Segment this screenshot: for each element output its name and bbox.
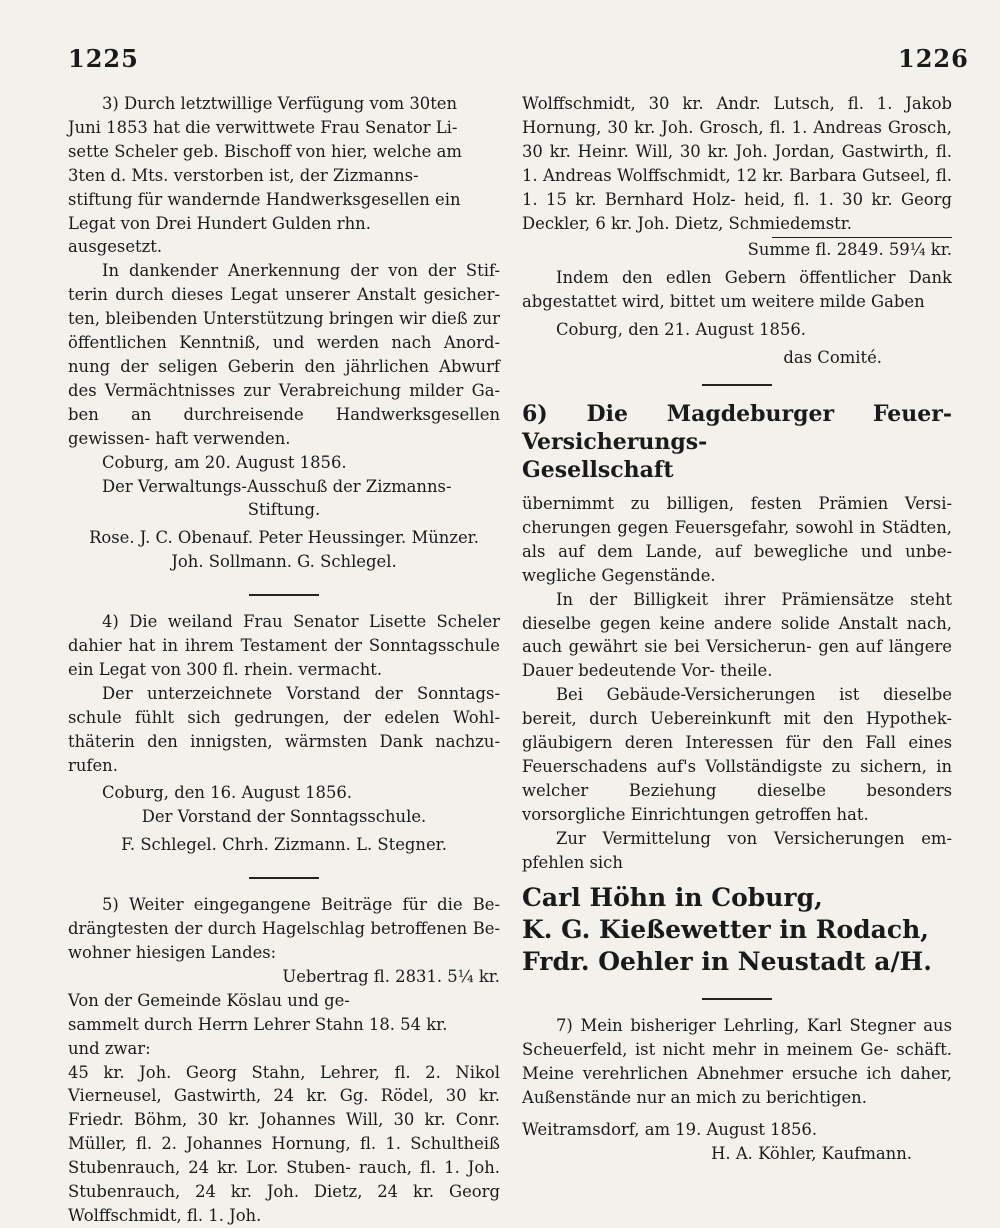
notice-3-line: 3ten d. Mts. verstorben ist, der Zizmanns- <box>68 165 419 185</box>
notice-3-signature: Stiftung. <box>247 500 321 520</box>
notice-7-body: 7) Mein bisheriger Lehrling, Karl Stegner aus Scheuerfeld, ist nicht mehr in meinem Ge- schäft. Meine verehrlichen Abnehmer ersuche ich daher, Außenstände nur an mich zu berichtigen. <box>522 1016 952 1108</box>
notice-7 <box>522 1014 952 1165</box>
separator-rule <box>68 594 500 596</box>
notice-5-donor-list: Wolffschmidt, 30 kr. Andr. Lutsch, fl. 1. Jakob Hornung, 30 kr. Joh. Grosch, fl. 1. Andreas Grosch, 30 kr. Heinr. Will, 30 kr. Joh. Jordan, Gastwirth, fl. 1. Andreas Wolffschmidt, 12 kr. Barbara Gutseel, fl. 1. 15 kr. Bernhard Holz- heid, fl. 1. 30 kr. Georg Deckler, 6 kr. Joh. Dietz, Schmiedemstr. <box>522 94 952 233</box>
notice-5-carryover: Uebertrag fl. 2831. 5¼ kr. <box>282 966 500 986</box>
notice-3-names: Joh. Sollmann. G. Schlegel. <box>171 552 397 572</box>
notice-5-signature: das Comité. <box>783 348 882 368</box>
notice-4-names: F. Schlegel. Chrh. Zizmann. L. Stegner. <box>121 835 447 855</box>
notice-3 <box>68 92 500 574</box>
notice-5-donor-list: 45 kr. Joh. Georg Stahn, Lehrer, fl. 2. Nikol Vierneusel, Gastwirth, 24 kr. Gg. Rödel, 30 kr. Friedr. Böhm, 30 kr. Johannes Will, 30 kr. Conr. Müller, fl. 2. Johannes Hornung, fl. 1. Schultheiß Stubenrauch, 24 kr. Lor. Stuben- rauch, fl. 1. Joh. Stubenrauch, 24 kr. Joh. Dietz, 24 kr. Georg Wolffschmidt, fl. 1. Joh. <box>68 1062 500 1225</box>
notice-4-body: Der unterzeichnete Vorstand der Sonntags- schule fühlt sich gedrungen, der edelen Wohl- thäterin den innigsten, wärmsten Dank nachzu- rufen. <box>68 683 500 775</box>
notice-3-signature: Der Verwaltungs-Ausschuß der Zizmanns- <box>102 476 452 496</box>
notice-6-body: Bei Gebäude-Versicherungen ist dieselbe bereit, durch Uebereinkunft mit den Hypothek- gläubigern deren Interessen für den Fall eines Feuerschadens auf's Vollständigste zu sichern, in welcher Beziehung dieselbe besonders vorsorgliche Einrichtungen getroffen hat. <box>522 685 952 824</box>
notice-5-line: und zwar: <box>68 1038 151 1058</box>
agent-name: Carl Höhn in Coburg, <box>522 883 823 913</box>
notice-5 <box>68 893 500 1228</box>
notice-3-line: sette Scheler geb. Bischoff von hier, welche am <box>68 141 462 161</box>
notice-3-body: In dankender Anerkennung der von der Stif- terin durch dieses Legat unserer Anstalt gesicher- ten, bleibenden Unterstützung bringen wir dieß zur öffentlichen Kenntniß, und werden nach Anord- nung der seligen Geberin den jährlichen Abwurf des Vermächtnisses zur Verabreichung milder Ga- ben an durchreisende Handwerksgesellen gewissen- haft verwenden. <box>68 261 500 448</box>
notice-3-line: Legat von Drei Hundert Gulden rhn. <box>68 213 371 233</box>
notice-4-signature: Der Vorstand der Sonntagsschule. <box>141 807 427 827</box>
notice-6-heading: 6) Die Magdeburger Feuer-Versicherungs- <box>522 400 952 455</box>
notice-5-total: Summe fl. 2849. 59¼ kr. <box>747 240 952 260</box>
separator-rule <box>522 384 952 386</box>
notice-5-thanks: Indem den edlen Gebern öffentlicher Dank abgestattet wird, bittet um weitere milde Gaben <box>522 268 952 312</box>
notice-3-line: stiftung für wandernde Handwerksgesellen ein <box>68 189 461 209</box>
notice-5-date: Coburg, den 21. August 1856. <box>556 320 807 340</box>
notice-6-heading: Gesellschaft <box>522 456 674 483</box>
notice-3-date: Coburg, am 20. August 1856. <box>102 452 347 472</box>
left-column <box>68 92 500 1228</box>
separator-rule <box>68 877 500 879</box>
agent-name: K. G. Kießewetter in Rodach, <box>522 915 929 945</box>
notice-4-date: Coburg, den 16. August 1856. <box>102 783 353 803</box>
notice-5-continued <box>522 92 952 370</box>
notice-6-body: übernimmt zu billigen, festen Prämien Versi- cherungen gegen Feuersgefahr, sowohl in Städten, als auf dem Lande, auf bewegliche und unbe- wegliche Gegenstände. <box>522 493 952 585</box>
notice-5-line: Von der Gemeinde Köslau und ge- <box>68 990 350 1010</box>
notice-3-line: ausgesetzt. <box>68 237 163 257</box>
page-number-right: 1226 <box>898 44 969 73</box>
notice-5-line: sammelt durch Herrn Lehrer Stahn 18. 54 kr. <box>68 1014 448 1034</box>
separator-rule <box>522 998 952 1000</box>
page-number-left: 1225 <box>68 44 139 73</box>
notice-4-body: 4) Die weiland Frau Senator Lisette Scheler dahier hat in ihrem Testament der Sonntagsschule ein Legat von 300 fl. rhein. vermacht. <box>68 612 500 679</box>
notice-6 <box>522 400 952 979</box>
notice-4 <box>68 610 500 857</box>
notice-5-intro: 5) Weiter eingegangene Beiträge für die Be- drängtesten der durch Hagelschlag betroffenen Be- wohner hiesigen Landes: <box>68 895 500 962</box>
notice-3-names: Rose. J. C. Obenauf. Peter Heussinger. Münzer. <box>89 528 479 548</box>
notice-3-line: 3) Durch letztwillige Verfügung vom 30ten <box>102 94 458 113</box>
notice-6-body: Zur Vermittelung von Versicherungen em- pfehlen sich <box>522 828 952 872</box>
agent-name: Frdr. Oehler in Neustadt a/H. <box>522 947 932 977</box>
notice-7-signature: H. A. Köhler, Kaufmann. <box>711 1144 912 1163</box>
notice-6-body: In der Billigkeit ihrer Prämiensätze steht dieselbe gegen keine andere solide Anstalt nach, auch gewährt sie bei Versicherun- gen auf längere Dauer bedeutende Vor- theile. <box>522 589 952 681</box>
notice-3-line: Juni 1853 hat die verwittwete Frau Senator Li- <box>68 117 458 137</box>
notice-7-date: Weitramsdorf, am 19. August 1856. <box>522 1120 818 1140</box>
right-column <box>522 92 952 1166</box>
